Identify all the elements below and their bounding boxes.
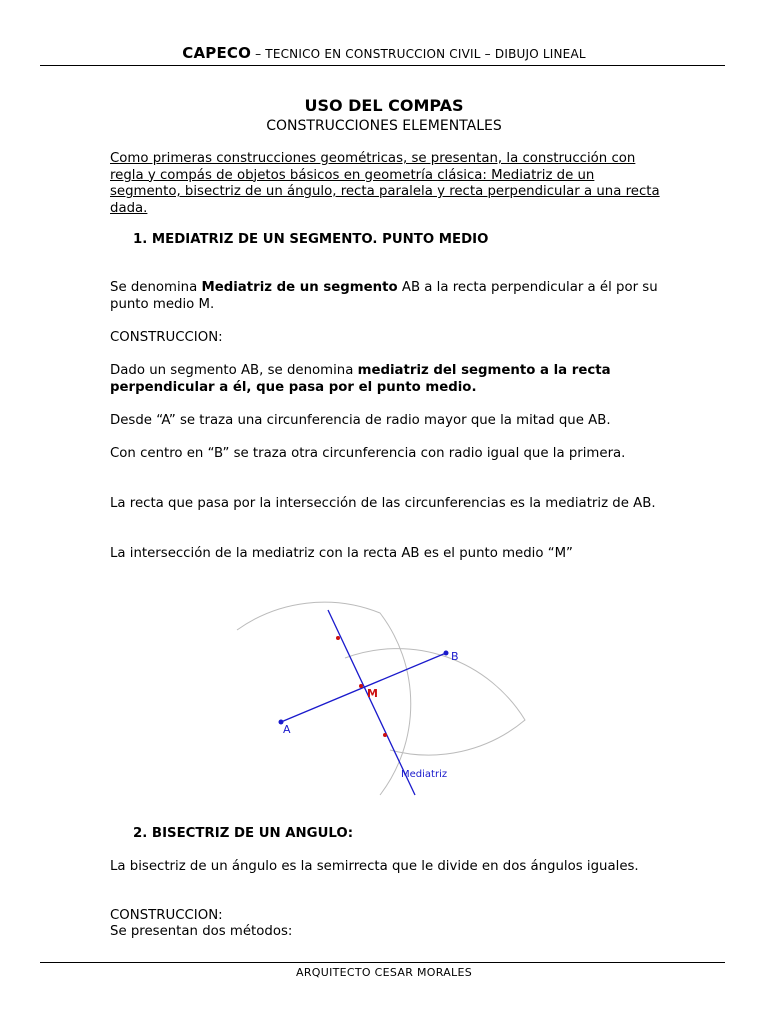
- circle-arc-a: [237, 602, 411, 795]
- definition-text-post: AB a la recta perpendicular a él por su punto medio M.: [110, 280, 658, 312]
- construction-step-2: Desde “A” se traza una circunferencia de radio mayor que la mitad que AB.: [110, 413, 611, 428]
- intersection-lower-point: [383, 733, 387, 737]
- mediatriz-line: [328, 610, 415, 795]
- construction-step-1: [110, 363, 662, 396]
- label-a: A: [283, 723, 291, 736]
- segment-ab: [281, 653, 446, 722]
- step-1-text: Dado un segmento AB, se denomina: [110, 363, 358, 378]
- header-course: – TECNICO EN CONSTRUCCION CIVIL – DIBUJO LINEAL: [251, 47, 586, 61]
- document-subtitle: CONSTRUCCIONES ELEMENTALES: [266, 118, 502, 134]
- intersection-upper-point: [336, 636, 340, 640]
- footer-rule: [40, 962, 725, 963]
- point-m: [359, 684, 363, 688]
- page-footer: ARQUITECTO CESAR MORALES: [296, 966, 472, 979]
- construction-step-3: Con centro en “B” se traza otra circunferencia con radio igual que la primera.: [110, 446, 626, 461]
- section-2-heading: 2. BISECTRIZ DE UN ANGULO:: [133, 826, 354, 841]
- construction-label-2: CONSTRUCCION:: [110, 908, 223, 923]
- header-rule: [40, 65, 725, 66]
- definition-text-pre: Se denomina: [110, 280, 202, 295]
- intro-paragraph: Como primeras construcciones geométricas, se presentan, la construcción con regla y compás de objetos básicos en geometría clásica: Mediatriz de un segmento, bisectriz de un ángulo, recta paralela y recta perpendicular a una recta dada.: [110, 151, 660, 216]
- definition-term: Mediatriz de un segmento: [201, 280, 398, 295]
- label-m: M: [367, 687, 378, 700]
- methods-intro: Se presentan dos métodos:: [110, 924, 293, 939]
- label-b: B: [451, 650, 459, 663]
- mediatriz-figure: [225, 600, 535, 800]
- point-b: [444, 651, 449, 656]
- section-1-heading: 1. MEDIATRIZ DE UN SEGMENTO. PUNTO MEDIO: [133, 232, 489, 247]
- step-1-bold: mediatriz del segmento a la recta perpendicular a él, que pasa por el punto medio.: [110, 363, 611, 395]
- header-brand: CAPECO: [182, 44, 252, 62]
- construction-step-5: La intersección de la mediatriz con la recta AB es el punto medio “M”: [110, 546, 573, 561]
- document-title: USO DEL COMPAS: [304, 96, 464, 115]
- circle-arc-b: [345, 649, 525, 755]
- definition-paragraph: [110, 280, 662, 313]
- bisectriz-definition: La bisectriz de un ángulo es la semirrecta que le divide en dos ángulos iguales.: [110, 859, 639, 874]
- page-header: [40, 44, 728, 62]
- construction-label-1: CONSTRUCCION:: [110, 330, 223, 345]
- construction-step-4: La recta que pasa por la intersección de las circunferencias es la mediatriz de AB.: [110, 496, 656, 511]
- label-mediatriz: Mediatriz: [401, 769, 448, 780]
